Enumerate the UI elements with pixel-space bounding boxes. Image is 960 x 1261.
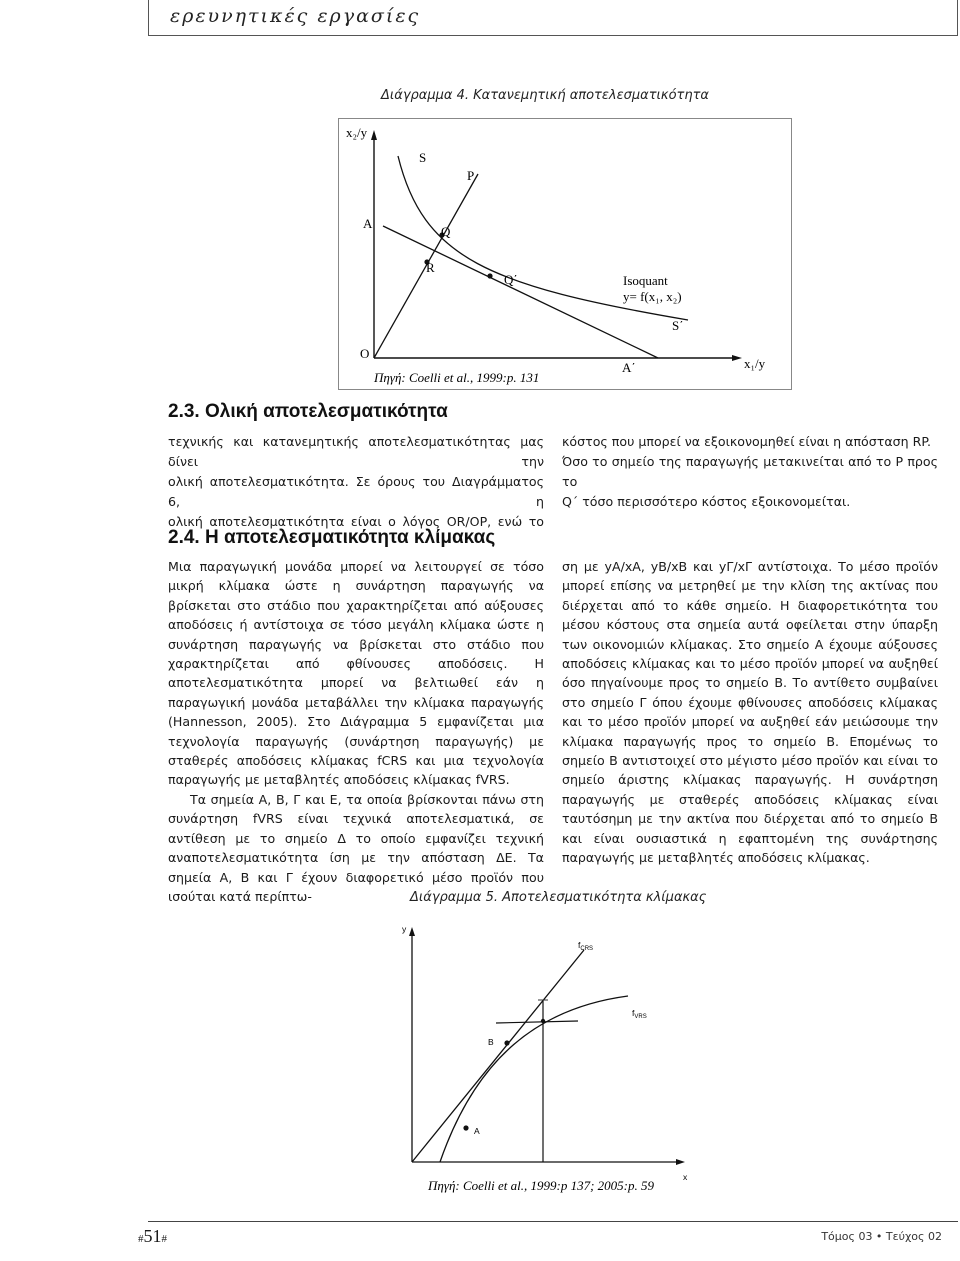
fig4-label-y: x₂/y	[346, 125, 368, 140]
fig4-x-arrow	[732, 355, 742, 361]
fig4-label-isoquant-eq: y= f(x₁, x₂)	[623, 289, 682, 304]
section23-left-line1: τεχνικής και κατανεμητικής αποτελεσματικότητας μας δίνει την	[168, 434, 544, 469]
point-q-prime	[487, 273, 492, 278]
fig4-label-q-prime: Q΄	[504, 272, 518, 287]
section24-right-column	[562, 557, 938, 868]
section23-right-line3: Q΄ τόσο περισσότερο κόστος εξοικονομείται.	[562, 494, 851, 509]
fvrs-curve	[440, 996, 628, 1162]
point-a	[463, 1125, 468, 1130]
figure4-caption: Διάγραμμα 4. Κατανεμητική αποτελεσματικότητα	[380, 88, 709, 103]
section24-right-paragraph1: ση με yA/xA, yB/xB και yΓ/xΓ αντίστοιχα. Το μέσο προϊόν μπορεί επίσης να μετρηθεί με την κλίση της ακτίνας που διέρχεται από το κάθε σημείο. Η διαφορετικότητα του μέσου κόστους στα σημεία αυτά οφείλεται στην ύπαρξη των οικονομιών κλίμακας. Στο σημείο A έχουμε αύξουσες αποδόσεις κλίμακας και το μέσο προϊόν μπορεί να αυξηθεί όσο πηγαίνουμε προς το σημείο B. Το αντίθετο συμβαίνει στο σημείο Γ όπου έχουμε φθίνουσες αποδόσεις κλίμακας και το μέσο προϊόν μπορεί να αυξηθεί εάν μειώσουμε την κλίμακα παραγωγής προς το σημείο B. Επομένως το σημείο B αντιστοιχεί στο μέγιστο μέσο προϊόν και είναι το σημείο άριστης κλίμακας παραγωγής. Η συνάρτηση παραγωγής με σταθερές αποδόσεις κλίμακας είναι ταυτόσημη με την ακτίνα που διέρχεται από το σημείο B και είναι ουσιαστικά η εφαπτομένη της συνάρτησης παραγωγής με μεταβλητές αποδόσεις κλίμακας.	[562, 559, 938, 866]
point-b	[504, 1040, 509, 1045]
section23-left-line3: ολική αποτελεσματικότητα είναι ο λόγος OR/OP, ενώ το	[168, 514, 544, 529]
fig5-label-b: B	[488, 1037, 494, 1047]
fig4-label-s: S	[419, 150, 427, 165]
fig4-y-arrow	[371, 130, 377, 140]
fig5-x-arrow	[676, 1159, 685, 1165]
figure5-caption: Διάγραμμα 5. Αποτελεσματικότητα κλίμακας	[410, 890, 707, 905]
issue-info: Τόμος 03 • Τεύχος 02	[821, 1230, 942, 1243]
fig4-label-q: Q	[441, 224, 451, 239]
section24-heading: 2.4. Η αποτελεσματικότητα κλίμακας	[168, 527, 496, 548]
fig4-label-s-prime: S΄	[672, 318, 684, 333]
isocost-line	[383, 226, 658, 358]
figure4-frame	[339, 119, 792, 390]
fig5-label-a: A	[474, 1126, 480, 1136]
figure4-diagram	[338, 118, 792, 390]
page-number: #51#	[138, 1226, 167, 1246]
fig4-label-p: P	[467, 168, 475, 183]
section24-left-column	[168, 557, 544, 906]
running-header: ερευνητικές εργασίες	[170, 5, 421, 27]
section23-left-column	[168, 432, 544, 532]
fig4-source: Πηγή: Coelli et al., 1999:p. 131	[374, 370, 540, 385]
section24-left-paragraph1: Μια παραγωγική μονάδα μπορεί να λειτουργεί σε τόσο μικρή κλίμακα ώστε η συνάρτηση παραγωγής να βρίσκεται στο στάδιο που χαρακτηρίζεται από αύξουσες αποδόσεις ή αντίστοιχα σε τόσο μεγάλη κλίμακα ώστε η συνάρτηση παραγωγής να βρίσκεται στο στάδιο που χαρακτηρίζεται από φθίνουσες αποδόσεις. Η αποτελεσματικότητα μπορεί να βελτιωθεί εάν η παραγωγική μονάδα μεταβάλλει την κλίμακα παραγωγής (Hannesson, 2005). Στο Διάγραμμα 5 εμφανίζεται μια τεχνολογία παραγωγής (συνάρτηση παραγωγής) με σταθερές αποδόσεις κλίμακας fCRS και μια τεχνολογία παραγωγής με μεταβλητές αποδόσεις κλίμακας fVRS.	[168, 559, 544, 788]
horizontal-line	[496, 1021, 578, 1023]
fig5-source: Πηγή: Coelli et al., 1999:p 137; 2005:p. 59	[428, 1178, 654, 1193]
section23-heading: 2.3. Ολική αποτελεσματικότητα	[168, 401, 448, 422]
fig5-label-fcrs: $f_{CRS}$	[578, 940, 594, 952]
fig4-label-isoquant: Isoquant	[623, 273, 668, 288]
fig4-label-origin: O	[360, 346, 370, 361]
fig5-label-y: y	[402, 924, 407, 934]
section23-right-line1: κόστος που μπορεί να εξοικονομηθεί είναι η απόσταση RP.	[562, 434, 931, 449]
fig5-label-fvrs: $f_{VRS}$	[632, 1008, 647, 1020]
section23-left-line2: ολική αποτελεσματικότητα. Σε όρους του Διαγράμματος 6, η	[168, 474, 544, 509]
figure5-diagram	[388, 918, 708, 1208]
fig5-y-arrow	[409, 927, 415, 936]
fig4-label-x: x₁/y	[744, 356, 766, 371]
fig5-label-x: x	[683, 1172, 688, 1182]
section23-right-line2: Όσο το σημείο της παραγωγής μετακινείται από το P προς το	[562, 454, 938, 489]
fig4-label-a-prime: A΄	[622, 360, 636, 375]
fcrs-line	[412, 950, 584, 1162]
fig4-label-r: R	[426, 260, 435, 275]
footer-rule	[148, 1221, 958, 1222]
section24-left-paragraph2: Τα σημεία A, B, Γ και E, τα οποία βρίσκονται πάνω στη συνάρτηση fVRS είναι τεχνικά αποτελεσματικά, σε αντίθεση με το σημείο Δ το οποίο εμφανίζει τεχνική αναποτελεσματικότητα ίση με την απόσταση ΔE. Τα σημεία A, B και Γ έχουν διαφορετικό μέσο προϊόν που ισούται κατά περίπτω-	[168, 791, 544, 904]
point-gamma	[541, 1019, 545, 1023]
fig4-label-a: A	[363, 216, 373, 231]
section23-right-column	[562, 432, 938, 512]
